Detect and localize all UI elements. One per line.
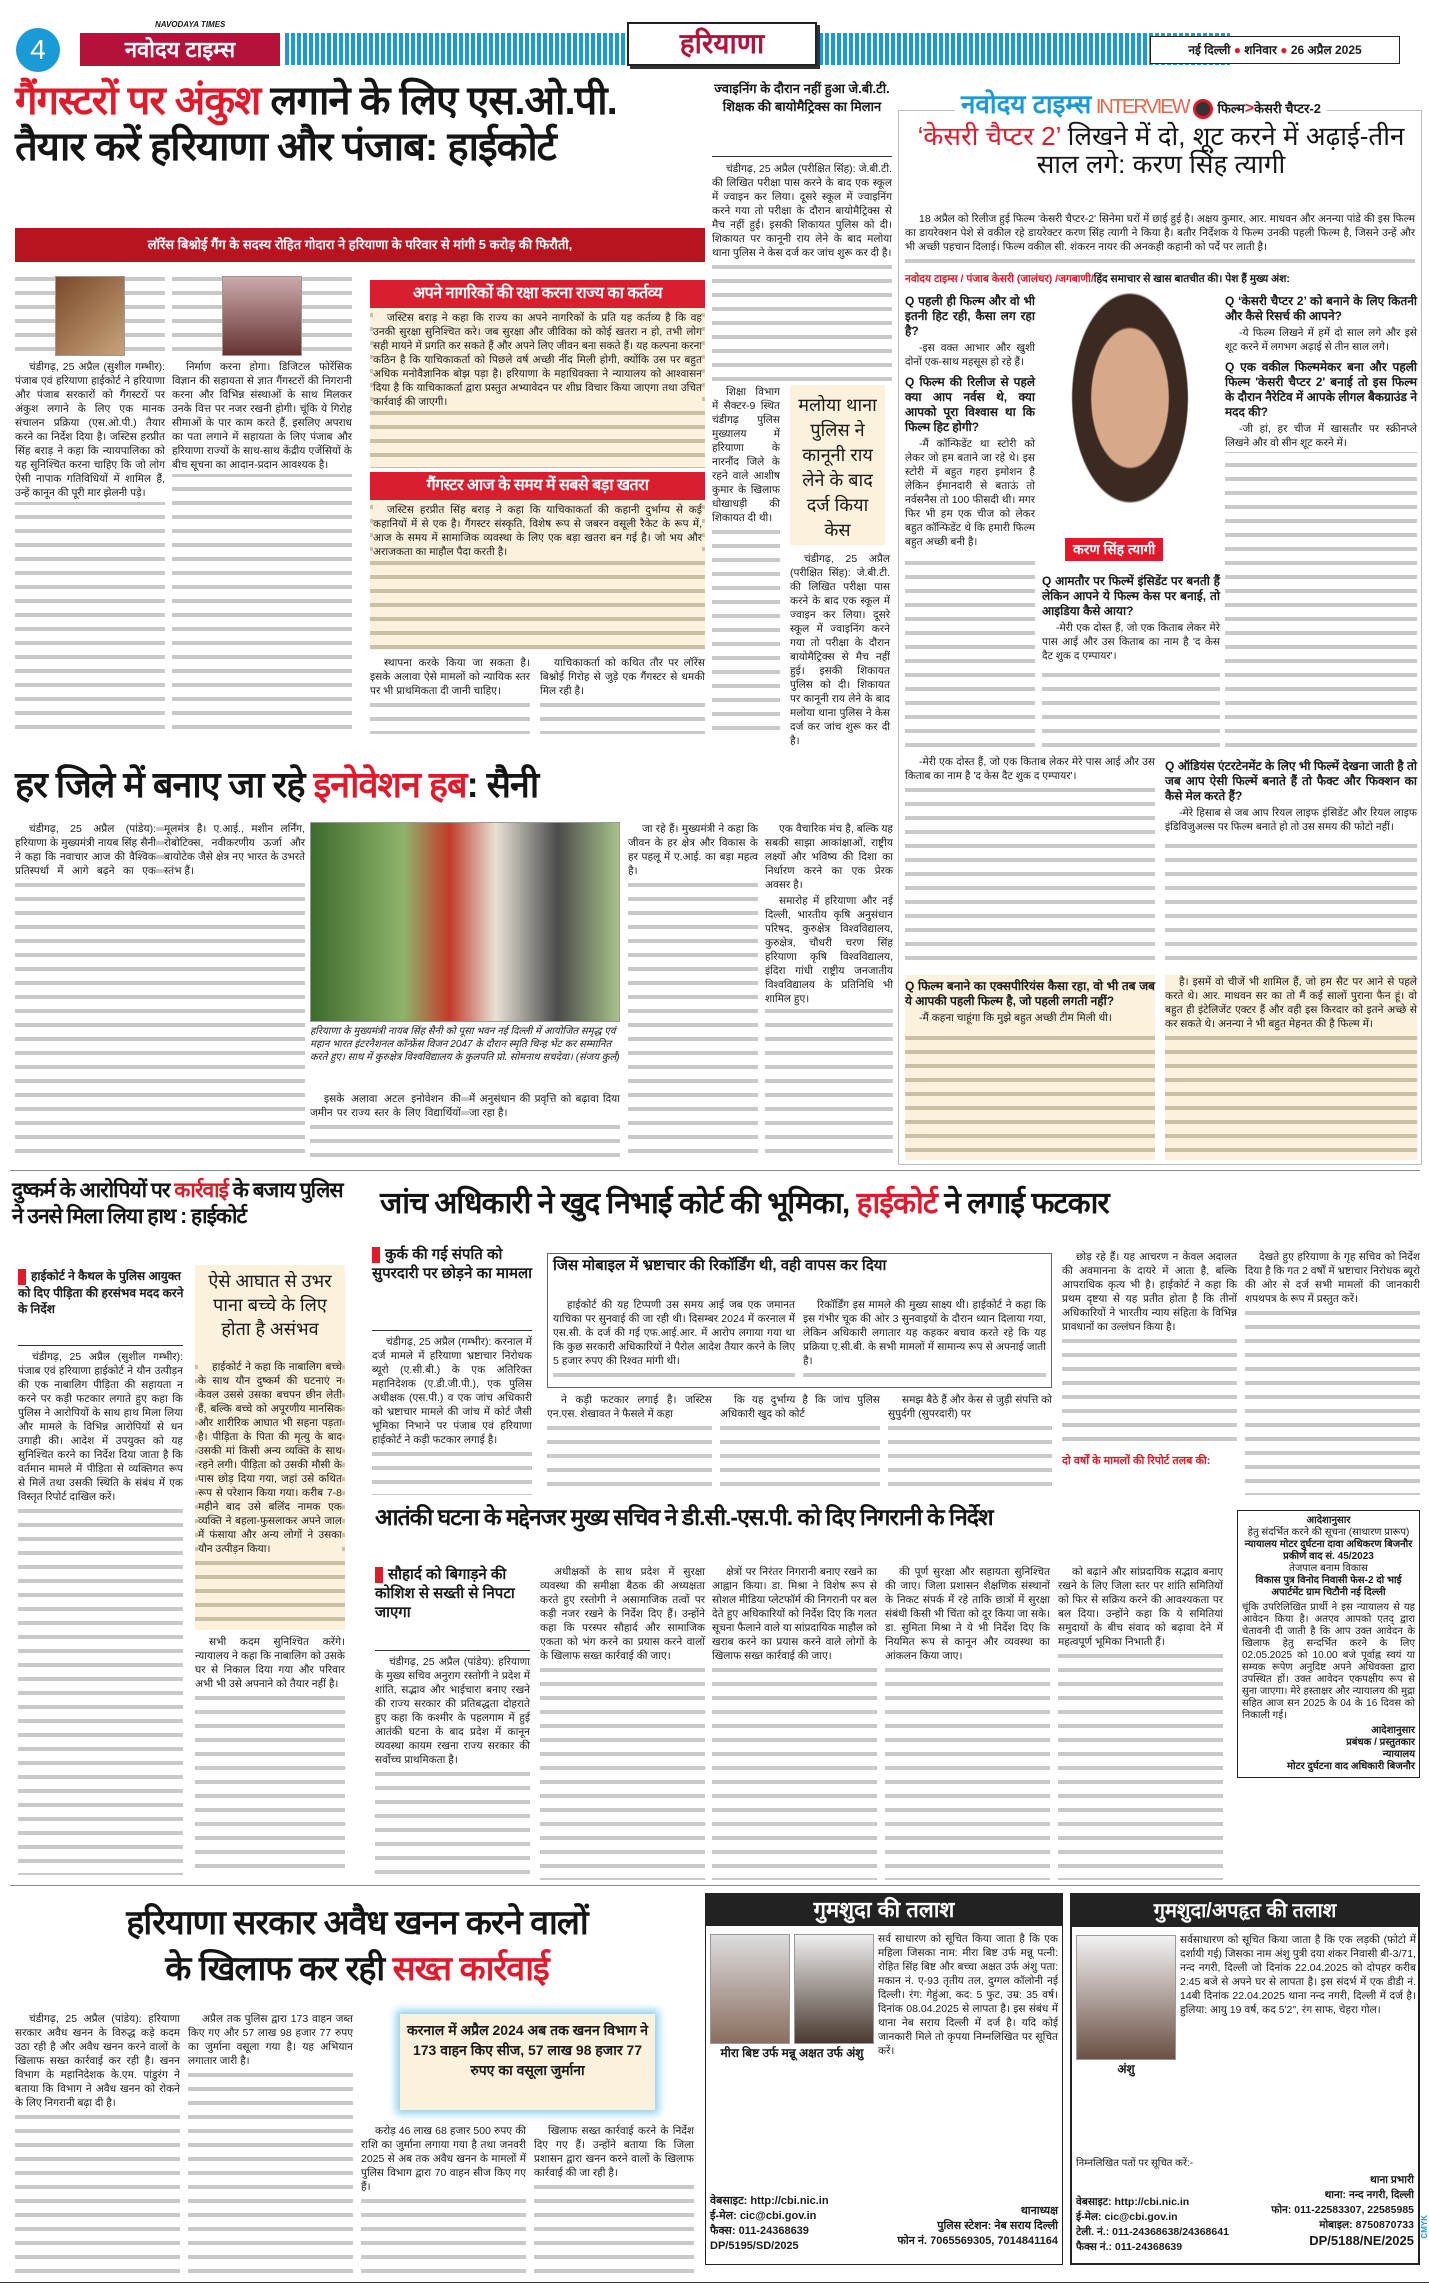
- interview-headline: [905, 122, 1417, 178]
- story5-right-2: देखते हुए हरियाणा के गृह सचिव को निर्देश दिया है कि गत 2 वर्षों में भ्रष्टाचार निरोधक ब्यूरो की ओर से दर्ज सभी मामलों की जानकारी शपथपत्र के रूप में प्रस्तुत करें।: [1245, 1250, 1420, 1495]
- story5-box-title: जिस मोबाइल में भ्रष्टाचार की रिकॉर्डिंग थी, वही वापस कर दिया: [553, 1257, 887, 1274]
- story7-headline-line1: हरियाणा सरकार अवैध खनन करने वालों: [126, 1904, 588, 1942]
- story5-headline-highlight: हाईकोर्ट: [856, 1187, 937, 1220]
- headline-line2: तैयार करें हरियाणा और पंजाब: हाईकोर्ट: [15, 125, 556, 169]
- story5-col-a: ने कड़ी फटकार लगाई है। जस्टिस एन.एस. शेखावत ने फैसले में कहा: [547, 1393, 712, 1495]
- phone-number: फोन नं. 7065569305, 7014841164: [897, 2235, 1058, 2247]
- story7-col-3: करोड़ 46 लाख 68 हजार 500 रुपए की राशि का जुर्माना लगाया गया है तथा जनवरी 2025 से अब तक अवैध खनन के मामलों में पुलिस विभाग द्वारा 70 वाहन सीज किए गए हैं।: [361, 2124, 526, 2277]
- masthead-logo: नवोदय टाइम्स: [80, 33, 280, 66]
- officer-title: थानाध्यक्ष: [1020, 2205, 1058, 2217]
- section-divider: [10, 1885, 1420, 1886]
- interview-headline-text: लिखने में दो, शूट करने में अढ़ाई-तीन साल लगे: करण सिंह त्यागी: [1036, 121, 1405, 179]
- notice-line: प्रकीर्ण वाद सं. 45/2023: [1283, 1551, 1374, 1562]
- divider: [372, 1330, 532, 1331]
- ad-code: DP/5188/NE/2025: [1309, 2233, 1414, 2248]
- story5-red-note: दो वर्षों के मामलों की रिपोर्ट तलब की:: [1062, 1455, 1211, 1467]
- page-number: 4: [16, 28, 60, 72]
- story2-body-3: चंडीगढ़, 25 अप्रैल (परीक्षित सिंह): जे.बी.टी. की लिखित परीक्षा पास करने के बाद एक स्कूल में ज्वाइन कर लिया। दूसरे स्कूल में ज्वाइनिंग करने गया तो परीक्षा के दौरान बायोमैट्रिक्स से मैच नहीं हुई। इसकी शिकायत पुलिस को दी। शिकायत पर कानूनी राय लेने के बाद मलोया थाना पुलिस ने केस दर्ज कर जांच शुरू कर दी है।: [790, 552, 890, 735]
- interview-label: INTERVIEW: [1095, 96, 1189, 118]
- box-gangster-threat-title: गैंगस्टर आज के समय में सबसे बड़ा खतरा: [370, 472, 705, 500]
- story5-box-col-1: हाईकोर्ट की यह टिप्पणी उस समय आई जब एक जमानत याचिका पर सुनवाई की जा रही थी। दिसम्बर 2024 में करनाल में एस.सी. के दर्ज की गई एफ.आई.आर. में आरोप लगाया गया था कि कुछ सरकारी अधिकारियों ने पैरोल आदेश तैयार करने के लिए 5 हजार रुपए की रिश्वत मांगी थी।: [553, 1298, 795, 1384]
- missing-photo-caption: मीरा बिष्ट उर्फ मन्नू अक्षत उर्फ अंशु: [720, 2046, 864, 2060]
- story7-col-4: खिलाफ सख्त कार्रवाई करने के निर्देश दिए गए हैं। उन्होंने बताया कि जिला प्रशासन द्वारा खनन करने वालों के खिलाफ कार्रवाई की जा रही है।: [534, 2124, 694, 2277]
- interview-byline: [905, 272, 1415, 286]
- story5-right-1: छोड़ रहे हैं। यह आचरण न केवल अदालत की अवमानना के दायरे में आता है, बल्कि आपराधिक कृत्य भी है। हाईकोर्ट ने कहा कि प्रथम दृष्टया से यह प्रतीत होता है कि तीनों अधिकारियों ने भारतीय न्याय संहिता के विभिन्न प्रावधानों का उल्लंघन किया है।: [1062, 1250, 1237, 1450]
- story4-headline-rest: के बजाय पुलिस ने उनसे मिला लिया हाथ : हाईकोर्ट: [12, 1179, 343, 1228]
- story6-col-2: अधीक्षकों के साथ प्रदेश में सुरक्षा व्यवस्था की समीक्षा बैठक की अध्यक्षता करते हुए रस्तोगी ने असामाजिक तत्वों पर कड़ी नजर रखने के निर्देश दिए हैं। उन्होंने कहा कि परस्पर सौहार्द और सामाजिक एकता को भंग करने का प्रयास करने वालों के खिलाफ सख्त कार्रवाई की जाए।: [540, 1565, 705, 1880]
- story4-box-text: हाईकोर्ट ने कहा कि नाबालिग बच्चे के साथ यौन दुष्कर्म की घटनाएं न केवल उससे उसका बचपन छीन लेती हैं, बल्कि बच्चे को अपूरणीय मानसिक और शारीरिक आघात भी सहना पड़ता है। पीड़िता के पिता की मृत्यु के बाद उसकी मां किसी अन्य व्यक्ति के साथ रहने लगी। पीड़िता को उसकी मौसी के पास छोड़ दिया गया, जहां उसे कथित रूप से परेशान किया गया। करीब 7-8 महीने बाद उसे बलिंद नामक एक व्यक्ति ने बहला-फुसलाकर अपने जाल में फंसाया और अन्य लोगों ने उसका यौन उत्पीड़न किया।: [195, 1360, 345, 1630]
- notice-line: न्यायालय मोटर दुर्घटना दावा अधिकरण बिजनौर: [1244, 1539, 1413, 1550]
- small-brand: NAVODAYA TIMES: [155, 20, 226, 29]
- police-station: थाना: नन्द नगरी, दिल्ली: [1324, 2189, 1414, 2201]
- bullet-icon: [372, 1247, 380, 1263]
- story2-body-2: शिक्षा विभाग में सैक्टर-9 स्थित चंडीगढ़ पुलिस मुख्यालय में हरियाणा के नारनौंद जिले के रहने वाले आशीष कुमार के खिलाफ धोखाधड़ी की शिकायत दी थी।: [712, 385, 780, 735]
- contact-website[interactable]: वेबसाइट: http://cbi.nic.in: [1076, 2196, 1190, 2208]
- trim-line: [0, 2282, 1429, 2283]
- missing-ad-title: गुमशुदा/अपहृत की तलाश: [1072, 1895, 1418, 1927]
- interview-qa-last: Q फिल्म बनाने का एक्सपीरियंस कैसा रहा, वो भी तब जब ये आपकी पहली फिल्म है, जो पहली लगती नहीं? -मैं कहना चाहूंगा कि मुझे बहुत अच्छी टीम मिली थी।: [905, 975, 1155, 1160]
- missing-person-ad-1: [705, 1893, 1063, 2265]
- story4-box-text-2: सभी कदम सुनिश्चित करेंगे। न्यायालय ने कहा कि नाबालिग को उसके घर से निकाल दिया गया और परिवार अभी भी उसे अपनाने को तैयार नहीं है।: [195, 1635, 345, 1875]
- notice-body: चूंकि उपरिलिखित प्रार्थी ने इस न्यायालय से यह आवेदन किया है। अतएव आपको एतद् द्वारा चेतावनी दी जाती है कि आप उक्त आवेदन के खिलाफ हेतु सन्दर्भित करने के लिए 02.05.2025 को 10.00 बजे पूर्वाह्न स्वयं या सम्यक रूपेण अनुदिष्ट अपने अधिवक्ता द्वारा उपस्थित हों। उक्त आवेदन एकपक्षीय रूप से सुना जाएगा। मेरे हस्ताक्षर और न्यायालय की मुद्रा सहित आज सन 2025 के 04 के 16 दिवस को निकाली गई।: [1242, 1602, 1415, 1721]
- interview-qa-mid: Q आमतौर पर फिल्में इंसिडेंट पर बनती हैं लेकिन आपने ये फिल्म केस पर बनाई, तो आइडिया कैसे आया? -मेरी एक दोस्त हैं, जो एक किताब लेकर मेरे पास आई और उस किताब का नाम है 'द केस दैट शुक द एम्पायर'।: [1042, 570, 1220, 750]
- photo-caption: करण सिंह त्यागी: [1065, 538, 1163, 561]
- box-citizens-duty-text: जस्टिस बराड़ ने कहा कि राज्य का अपने नागरिकों के प्रति यह कर्तव्य है कि वह उनकी सुरक्षा सुनिश्चित करे। जब सुरक्षा और जीविका को कोई खतरा न हो, तभी लोग सही मायने में प्रगति कर सकते हैं और अपने लिए जीवन बना सकते हैं। यह कल्पना करना कठिन है कि याचिकाकर्ता को पिछले वर्ष अच्छी नींद मिली होगी, क्योंकि उस पर बहुत अधिक मनोवैज्ञानिक बोझ पड़ा है। हरियाणा के महाधिवक्ता ने न्यायालय को आश्वासन दिया है कि याचिकाकर्ता द्वारा प्रस्तुत अभ्यावेदन पर शीघ्र विचार किया जाएगा तथा उचित कार्रवाई की जाएगी।: [370, 308, 705, 468]
- headline-highlight: गैंगस्टरों पर अंकुश: [15, 79, 261, 123]
- interview-banner: [955, 85, 1327, 121]
- story1-column-2: निर्माण करना होगा। डिजिटल फोरेंसिक विज्ञान की सहायता से ज्ञात गैंगस्टरों की निगरानी करना और विभिन्न संस्थाओं के साथ मिलकर उनके वित्त पर नजर रखनी होगी। चूंकि ये गिरोह सीमाओं के पार काम करते हैं, इसलिए अपराध का पता लगाने में सहायता के लिए पंजाब और हरियाणा राज्यों के साथ-साथ केंद्रीय एजेंसियों के बीच सूचना का आदान-प्रदान आवश्यक है।: [172, 272, 352, 732]
- bullet-icon: [375, 1567, 383, 1583]
- story3-headline-highlight: इनोवेशन हब: [313, 764, 467, 805]
- interview-intro: 18 अप्रैल को रिलीज हुई फिल्म 'केसरी चैप्टर-2' सिनेमा घरों में छाई हुई है। अक्षय कुमार, आर. माधवन और अनन्या पांडे की इस फिल्म का डायरेक्शन पेशे से वकील रहे डायरेक्टर करण सिंह त्यागी ने किया है। बतौर निर्देशक ये फिल्म उनकी पहली फिल्म है, जिसने उन्हें और भी अच्छी पहचान दिलाई। फिल्म वकील सी. शंकरन नायर की अनकही कहानी को पर्दे पर लाती है।: [905, 212, 1415, 270]
- interview-headline-highlight: ‘केसरी चैप्टर 2’: [917, 121, 1061, 151]
- story4-headline: [12, 1178, 352, 1230]
- story7-col-1: चंडीगढ़, 25 अप्रैल (पांडेय): हरियाणा सरकार अवैध खनन के विरुद्ध कड़े कदम उठा रही है और अवैध खनन करने वालों के खिलाफ सख्त कार्रवाई कर रही है। खनन विभाग के महानिदेशक के.एम. पांडुरंग ने बताया कि विभाग ने अवैध खनन को रोकने के लिए निगरानी बढ़ा दी है।: [15, 2012, 180, 2277]
- officer-title: थाना प्रभारी: [1370, 2174, 1414, 2186]
- divider: [375, 1650, 530, 1651]
- section-divider: [10, 1170, 1420, 1171]
- story7-headline-line2: के खिलाफ कर रही: [165, 1950, 393, 1988]
- story5-box-col-2: रिकॉर्डिंग इस मामले की मुख्य साक्ष्य थी। हाईकोर्ट ने कहा कि इस गंभीर चूक की ओर 3 सुनवाइयों के दौरान ध्यान दिलाया गया, लेकिन अधिकारी लगातार यह कहकर बचाव करते रहे कि यह प्रक्रिया ए.सी.बी. के सभी मामलों में सामान्य रूप से अपनाई जाती है।: [803, 1298, 1046, 1384]
- interview-brand: नवोदय टाइम्स: [961, 89, 1092, 119]
- story3-column-2: जा रहे हैं। मुख्यमंत्री ने कहा कि जीवन के हर क्षेत्र और विकास के हर पहलू में ए.आई. का बड़ा महत्व है।: [628, 822, 758, 1162]
- story4-body: चंडीगढ़, 25 अप्रैल (सुशील गम्भीर): पंजाब एवं हरियाणा हाईकोर्ट ने यौन उत्पीड़न की एक नाबालिग पीड़िता की सहायता न करने पर कड़ी फटकार लगाते हुए कहा कि पुलिस ने आरोपियों के साथ हाथ मिला लिया और मामले के विभिन्न आरोपियों से धन उगाही की। आदेश में उपयुक्त को यह सुनिश्चित करने का निर्देश दिया जाता है कि वर्तमान मामले में पीड़िता से व्यक्तिगत रूप से मिलें तथा उसकी स्थिति के संबंध में एक विस्तृत रिपोर्ट दाखिल करें।: [18, 1350, 183, 1875]
- interview-right-col: है। इसमें वो चीजें भी शामिल हैं, जो हम सैट पर आने से पहले करते थे। आर. माधवन सर का तो मैं कई सालों पुराना फैन हूं। वो बहुत ही इंटेलिजेंट एक्टर हैं और वही इस किरदार को इतने अच्छे से कर सकते थे। अनन्या ने भी बहुत मेहनत की है फिल्म में।: [1165, 975, 1417, 1160]
- story3-column-3: एक वैचारिक मंच है, बल्कि यह सबकी साझा आकांक्षाओं, राष्ट्रीय लक्ष्यों और भविष्य की दिशा का निर्धारण करने का एक प्रेरक अवसर है। समारोह में हरियाणा और नई दिल्ली, भारतीय कृषि अनुसंधान परिषद, कुरुक्षेत्र विश्वविद्यालय, कुरुक्षेत्र, चौधरी चरण सिंह हरियाणा कृषि विश्वविद्यालय, इंदिरा गांधी राष्ट्रीय जनजातीय विश्वविद्यालय के प्रतिनिधि भी शामिल हुए।: [765, 822, 893, 1162]
- divider: [18, 1345, 183, 1346]
- story3-headline-end: : सैनी: [466, 764, 539, 805]
- missing-ad-body: सर्व साधारण को सूचित किया जाता है कि एक महिला जिसका नाम: मीरा बिष्ट उर्फ मन्नू पत्नी: रोहित सिंह बिष्ट और बच्चा अक्षत उर्फ अंशु पता: मकान नं. ए-93 तृतीय तल, दुग्गल कॉलोनी नई दिल्ली। रंग: गेहुंआ, कद: 5 फुट, उम्र: 35 वर्ष। दिनांक 08.04.2025 से लापता है। इस संबंध में थाना नेब सराय दिल्ली में दर्ज है। यदि कोई जानकारी मिले तो कृपया निम्नलिखित पर सूचित करें।: [878, 1933, 1058, 2057]
- interview-qa-left: Q पहली ही फिल्म और वो भी इतनी हिट रही, कैसा लग रहा है? -इस वक्त आभार और खुशी दोनों एक-साथ महसूस हो रहे हैं। Q फिल्म की रिलीज से पहले क्या आप नर्वस थे, क्या आपको पूरा विश्वास था कि फिल्म हिट होगी? -मैं कॉन्फिडेंट था स्टोरी को लेकर जो हम बताने जा रहे थे। इस स्टोरी में बहुत गहरा इमोशन है लेकिन ईमानदारी से बताऊं तो नर्वसनैस तो 100 फीसदी थी। मगर फिर भी हम एक चीज को लेकर बहुत कॉन्फिडेंट थे कि हमारी फिल्म बहुत अच्छी बनी है।: [905, 290, 1035, 750]
- missing-ad-body: सर्वसाधारण को सूचित किया जाता है कि एक लड़की (फोटो में दर्शायी गई) जिसका नाम अंशु पुत्री दया शंकर निवासी बी-3/71, नन्द नगरी, दिल्ली जो दिनांक 22.04.2025 को दोपहर करीब 2:45 बजे से अपने घर से लापता है। इस संदर्भ में एक डीडी नं. 14बी दिनांक 22.04.2025 थाना नन्द नगरी, दिल्ली में दर्ज है। हुलिया: आयु 19 वर्ष, कद 5'2", रंग साफ, चेहरा गोल।: [1180, 1934, 1416, 2016]
- interview-qa-right: Q ‘केसरी चैप्टर 2’ को बनाने के लिए कितनी और कैसे रिसर्च की आपने? -ये फिल्म लिखने में हमें दो साल लगे और इसे शूट करने में लगभग अढ़ाई से तीन साल लगे। Q एक वकील फिल्ममेकर बना और पहली फिल्म 'केसरी चैप्टर 2' बनाई तो इस फिल्म के दौरान नैरेटिव में आपके लीगल बैकग्राउंड ने मदद की? -जी हां, हर चीज में खासतौर पर स्क्रीनप्ले लिखने और वो सीन शूट करने में।: [1225, 290, 1417, 750]
- ad-code: DP/5195/SD/2025: [710, 2240, 799, 2252]
- story7-headline: [12, 1900, 702, 1992]
- headline-text: लगाने के लिए एस.ओ.पी.: [260, 79, 617, 123]
- contact-email[interactable]: ई-मेल: cic@cbi.gov.in: [710, 2210, 817, 2222]
- court-gavel-photo: [55, 276, 125, 356]
- missing-ad-title: गुमशुदा की तलाश: [706, 1894, 1062, 1926]
- film-reel-icon: [1193, 99, 1213, 119]
- story7-quote-box: करनाल में अप्रैल 2024 अब तक खनन विभाग ने 173 वाहन किए सीज, 57 लाख 98 हजार 77 रुपए का वसूला जुर्माना: [400, 2014, 655, 2110]
- story1-column-1: चंडीगढ़, 25 अप्रैल (सुशील गम्भीर): पंजाब एवं हरियाणा हाईकोर्ट ने हरियाणा और पंजाब सरकारों को गैंगस्टरों पर अंकुश लगाने के लिए एक मानक संचालन प्रक्रिया (एस.ओ.पी.) तैयार करने का निर्देश दिया है। जस्टिस हरप्रीत सिंह बराड़ ने कहा कि न्यायपालिका को यह सुनिश्चित करना चाहिए कि जो लोग ऐसी नापाक गतिविधियों में शामिल हैं, उन्हें कानून की पूरी मार झेलनी पड़े।: [15, 272, 165, 732]
- missing-child-photo: [794, 1934, 874, 2044]
- missing-woman-photo: [710, 1934, 790, 2044]
- story5-headline: [380, 1186, 1420, 1222]
- notice-sign: मोटर दुर्घटना वाद अधिकारी बिजनौर: [1287, 1761, 1415, 1772]
- story1-column-3: स्थापना करके किया जा सकता है। इसके अलावा ऐसे मामलों को न्यायिक स्तर पर भी प्राथमिकता दी जानी चाहिए।: [370, 656, 530, 734]
- story5-col-b: कि यह दुर्भाग्य है कि जांच पुलिस अधिकारी खुद को कोर्ट: [720, 1393, 880, 1495]
- gangster-photo: [222, 276, 302, 356]
- mobile-number: मोबाइल: 8750870733: [1319, 2219, 1414, 2231]
- story4-headline-highlight: कार्रवाई: [174, 1179, 228, 1202]
- contact-email[interactable]: ई-मेल: cic@cbi.gov.in: [1076, 2211, 1178, 2223]
- interview-qa-lower-right: Q ऑडियंस एंटरटेनमेंट के लिए भी फिल्में देखना जाती है तो जब आप ऐसी फिल्में बनाते हैं तो फैक्ट और फिक्शन का कैसे मेल करते हैं? -मेरे हिसाब से जब आप रियल लाइफ इंसिडेंट और रियल लाइफ इंडिविजुअल्स पर फिल्म बनाते हो तो उस समय की फोटो नहीं।: [1165, 755, 1417, 970]
- byline-rest: हिंद समाचार से खास बातचीत की। पेश हैं मुख्य अंश:: [1093, 273, 1290, 285]
- story4-headline-text: दुष्कर्म के आरोपियों पर: [12, 1179, 175, 1202]
- cmyk-mark: CMYK: [1420, 2215, 1429, 2239]
- notice-line: तेजपाल बनाम विकास: [1289, 1563, 1368, 1574]
- police-station: पुलिस स्टेशन: नेब सराय दिल्ली: [937, 2220, 1058, 2232]
- tag-arrow: >: [1244, 100, 1255, 117]
- story6-headline: आतंकी घटना के मद्देनजर मुख्य सचिव ने डी.सी.-एस.पी. को दिए निगरानी के निर्देश: [375, 1504, 993, 1530]
- story3-headline-text: हर जिले में बनाए जा रहे: [15, 764, 314, 805]
- story3-photo-caption: हरियाणा के मुख्यमंत्री नायब सिंह सैनी को पूसा भवन नई दिल्ली में आयोजित समृद्ध एवं महान भारत इंटरनैशनल कॉन्फ्रेंस विजन 2047 के दौरान स्मृति चिन्ह भेंट कर सम्मानित करते हुए। साथ में कुरुक्षेत्र विश्वविद्यालय के कुलपति प्रो. सोमनाथ सचदेवा। (संजय कुर्ल): [310, 1026, 620, 1063]
- contact-fax: फैक्स: 011-24368639: [710, 2225, 809, 2237]
- dateline-day: शनिवार: [1244, 43, 1277, 57]
- story1-column-4: याचिकाकर्ता को कथित तौर पर लॉरेंस बिश्नोई गिरोह से जुड़े एक गैंगस्टर से धमकी मिल रही है।: [540, 656, 705, 734]
- story3-column-1: चंडीगढ़, 25 अप्रैल (पांडेय): हरियाणा के मुख्यमंत्री नायब सिंह सैनी ने कहा कि नवाचार आज की वैश्विक प्रतिस्पर्धा में आगे बढ़ने का एक मूलमंत्र है। ए.आई., मशीन लर्निंग, रोबोटिक्स, नवीकरणीय ऊर्जा और बायोटेक जैसे क्षेत्र नए भारत के उभरते स्तंभ हैं।: [15, 822, 305, 1162]
- dateline-date: 26 अप्रैल 2025: [1290, 43, 1362, 57]
- story1-headline: [15, 78, 705, 170]
- story6-col-4: की पूर्ण सुरक्षा और सहायता सुनिश्चित की जाए। जिला प्रशासन शैक्षणिक संस्थानों के निकट संपर्क में रहे ताकि छात्रों में सुरक्षा संबंधी किसी भी चिंता को दूर किया जा सके। डा. सुमिता मिश्रा ने ये भी निर्देश दिए कि नियमित रूप से कानून और व्यवस्था का आंकलन किया जाए।: [885, 1565, 1050, 1880]
- notice-sign: न्यायालय: [1382, 1749, 1415, 1760]
- contact-fax: फैक्स नं.: 011-24368639: [1076, 2241, 1183, 2253]
- divider: [712, 156, 892, 157]
- story6-col-5: को बढ़ाने और सांप्रदायिक सद्भाव बनाए रखने के लिए जिला स्तर पर शांति समितियों को फिर से सक्रिय करने की आवश्यकता पर बल दिया। उन्होंने कहा कि ये समितियां समुदायों के बीच संवाद को बढ़ावा देने में महत्वपूर्ण भूमिका निभाती हैं।: [1058, 1565, 1223, 1880]
- missing-person-ad-2: [1070, 1893, 1420, 2265]
- story5-col-c: समझ बैठे हैं और केस से जुड़ी संपत्ति को सुपुर्दगी (सुपरदारी) पर: [888, 1393, 1052, 1495]
- story5-headline-rest: ने लगाई फटकार: [936, 1187, 1109, 1220]
- notice-sign: आदेशानुसार: [1371, 1725, 1415, 1736]
- missing-ad-footer: निम्नलिखित पतों पर सूचित करें:-: [1076, 2158, 1194, 2169]
- interview-tag-title: केसरी चैप्टर-2: [1254, 101, 1321, 116]
- story4-subhead: हाईकोर्ट ने कैथल के पुलिस आयुक्त को दिए पीड़िता की हरसंभव मदद करने के निर्देश: [18, 1269, 184, 1316]
- story7-col-2: अप्रैल तक पुलिस द्वारा 173 वाहन जब्त किए गए और 57 लाख 98 हजार 77 रुपए का जुर्माना वसूला गया है। यह अभियान लगातार जारी है।: [188, 2012, 353, 2277]
- story4-box-title: ऐसे आघात से उभर पाना बच्चे के लिए होता है असंभव: [195, 1265, 345, 1360]
- missing-girl-photo: [1076, 1935, 1176, 2060]
- notice-sign: प्रबंधक / प्रस्तुतकार: [1346, 1737, 1415, 1748]
- missing-photo-caption: अंशु: [1117, 2062, 1135, 2076]
- story5-body: चंडीगढ़, 25 अप्रैल (गम्भीर): करनाल में दर्ज मामले में हरियाणा भ्रष्टाचार निरोधक ब्यूरो (ए.सी.बी.) के एक अतिरिक्त महानिदेशक (ए.डी.जी.पी.), एक पुलिस अधीक्षक (एस.पी.) व एक जांच अधिकारी को भ्रष्टाचार मामले की जांच में कोर्ट जैसी भूमिका निभाने पर पंजाब एवं हरियाणा हाईकोर्ट ने कड़ी फटकार लगाई है।: [372, 1335, 532, 1495]
- notice-line: हेतु संदर्भित करने की सूचना (साधारण प्रारूप): [1247, 1527, 1410, 1538]
- story6-subhead: सौहार्द को बिगाड़ने की कोशिश से सख्ती से निपटा जाएगा: [375, 1566, 515, 1621]
- phone-number: फोन: 011-22583307, 22585985: [1271, 2204, 1414, 2216]
- section-tab: हरियाणा: [627, 22, 817, 66]
- interview-tag: फिल्म: [1217, 101, 1245, 116]
- karan-singh-tyagi-photo: [1040, 290, 1220, 560]
- cm-saini-photo: [310, 822, 620, 1022]
- story1-strap: लॉरेंस बिश्नोई गैंग के सदस्य रोहित गोदारा ने हरियाणा के परिवार से मांगी 5 करोड़ की फिरौती,: [15, 228, 705, 262]
- court-notice: [1237, 1510, 1420, 1778]
- story5-headline-text: जांच अधिकारी ने खुद निभाई कोर्ट की भूमिका,: [380, 1187, 857, 1220]
- box-gangster-threat-text: जस्टिस हरप्रीत सिंह बराड़ ने कहा कि याचिकाकर्ता की कहानी दुर्भाग्य से कई कहानियों में से एक है। गैंगस्टर संस्कृति, विशेष रूप से जबरन वसूली रैकेट के रूप में, आज के समय में सामाजिक व्यवस्था के लिए एक बड़ा खतरा बन गई है। जो भय और अराजकता का माहौल पैदा करती है।: [370, 500, 705, 650]
- byline-papers: नवोदय टाइम्स / पंजाब केसरी (जालंधर) /जगबाणी/: [905, 273, 1094, 285]
- story2-pullquote: मलोया थाना पुलिस ने कानूनी राय लेने के बाद दर्ज किया केस: [790, 385, 885, 545]
- interview-qa-lower-left: -मेरी एक दोस्त हैं, जो एक किताब लेकर मेरे पास आई और उस किताब का नाम है 'द केस दैट शुक द एम्पायर'।: [905, 755, 1155, 970]
- story3-headline: [15, 764, 895, 806]
- contact-telephone: टेली. नं.: 011-24368638/24368641: [1076, 2226, 1229, 2238]
- story2-body: चंडीगढ़, 25 अप्रैल (परीक्षित सिंह): जे.बी.टी. की लिखित परीक्षा पास करने के बाद एक स्कूल में ज्वाइन कर लिया। दूसरे स्कूल में ज्वाइनिंग करने गया तो परीक्षा के दौरान बायोमैट्रिक्स से मैच नहीं हुई। इसकी शिकायत पुलिस को दी। शिकायत पर कानूनी राय लेने के बाद मलोया थाना पुलिस ने केस दर्ज कर जांच शुरू कर दी है।: [712, 162, 892, 382]
- box-citizens-duty-title: अपने नागरिकों की रक्षा करना राज्य का कर्तव्य: [370, 280, 705, 308]
- story7-headline-highlight: सख्त कार्रवाई: [392, 1950, 549, 1988]
- story3-under-caption: इसके अलावा अटल इनोवेशन की जमीन पर राज्य स्तर के लिए विद्यार्थियों में अनुसंधान की प्रवृत्ति को बढ़ावा दिया जा रहा है।: [310, 1092, 620, 1162]
- story5-subhead: कुर्क की गई संपति को सुपरदारी पर छोड़ने का मामला: [372, 1246, 533, 1282]
- notice-line: आदेशानुसार: [1306, 1515, 1351, 1526]
- story6-body: चंडीगढ़, 25 अप्रैल (पांडेय): हरियाणा के मुख्य सचिव अनुराग रस्तोगी ने प्रदेश में शांति, सद्भाव और भाईचारा बनाए रखने की राज्य सरकार की प्रतिबद्धता दोहराते हुए कहा कि कश्मीर के पहलगाम में हुई आतंकी घटना के बाद प्रदेश में कानून व्यवस्था कायम रखना राज्य सरकार की सर्वोच्च प्राथमिकता है।: [375, 1655, 530, 1880]
- bullet-icon: [18, 1269, 26, 1285]
- dateline: नई दिल्ली ● शनिवार ● 26 अप्रैल 2025: [1150, 36, 1400, 64]
- story6-col-3: क्षेत्रों पर निरंतर निगरानी बनाए रखने का आह्वान किया। डा. मिश्रा ने विशेष रूप से सोशल मीडिया प्लेटफॉर्म की निगरानी पर बल देते हुए अधिकारियों को निर्देश दिए कि गलत सूचना फैलाने वाले या सांप्रदायिक माहौल को खराब करने का प्रयास करने वाले लोगों के खिलाफ सख्त कार्रवाई की जाए।: [712, 1565, 877, 1880]
- story2-headline: ज्वाइनिंग के दौरान नहीं हुआ जे.बी.टी. शिक्षक की बायोमैट्रिक्स का मिलान: [714, 81, 890, 114]
- notice-line: विकास पुत्र विनोद निवासी फेस-2 दो भाई अपार्टमेंट ग्राम चिटौनी नई दिल्ली: [1255, 1575, 1402, 1598]
- contact-website[interactable]: वेबसाइट: http://cbi.nic.in: [710, 2195, 829, 2207]
- dateline-city: नई दिल्ली: [1188, 43, 1231, 57]
